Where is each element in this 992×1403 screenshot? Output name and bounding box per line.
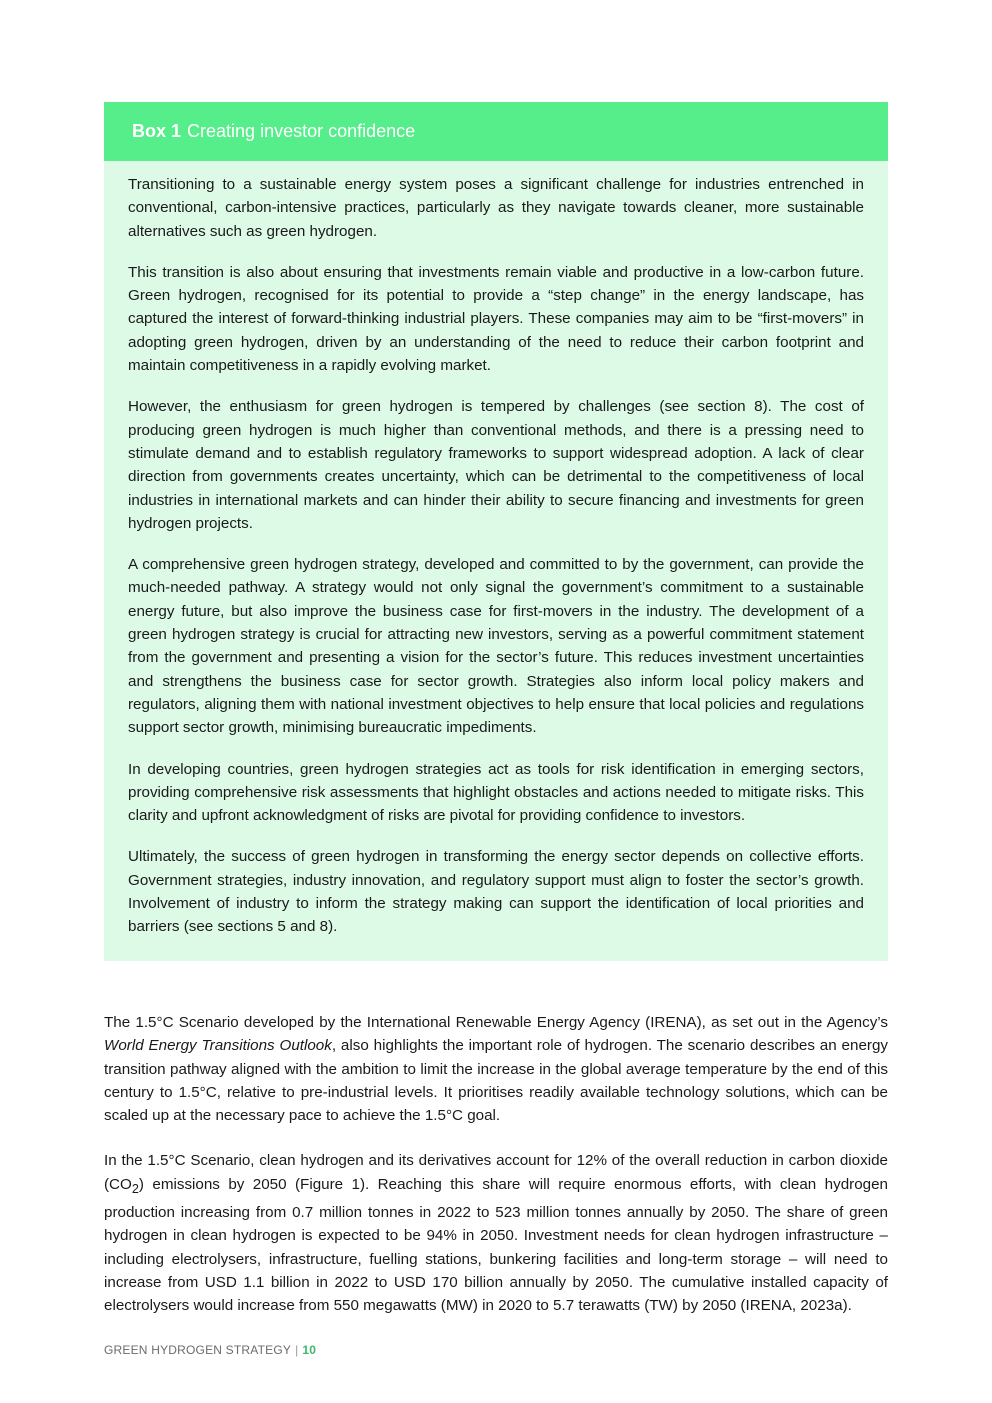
body-text: , also highlights the important role of hydrogen. The scenario describes an energy transition pathway aligned with the ambition to limit the increase in the global average temperature by the end of this century to 1.5°C, relative to pre-industrial levels. It prioritises readily available technology solutions, which can be scaled up at the necessary pace to achieve the 1.5°C goal. (104, 1037, 888, 1125)
body-paragraph (104, 1149, 888, 1317)
box-body (104, 161, 888, 961)
box-paragraph: Ultimately, the success of green hydrogen in transforming the energy sector depends on collective efforts. Government strategies, industry innovation, and regulatory support must align to foster the sector’s growth. Involvement of industry to inform the strategy making can support the identification of local priorities and barriers (see sections 5 and 8). (128, 848, 864, 936)
subscript: 2 (131, 1181, 139, 1196)
box-label: Box 1 (132, 121, 182, 141)
page-number: 10 (302, 1343, 317, 1357)
body-paragraph (104, 1011, 888, 1127)
info-box (104, 102, 888, 961)
box-header (104, 102, 888, 161)
body-text: ) emissions by 2050 (Figure 1). Reaching this share will require enormous efforts, with clean hydrogen production increasing from 0.7 million tonnes in 2022 to 523 million tonnes annually by 2050. The share of green hydrogen in clean hydrogen is expected to be 94% in 2050. Investment needs for clean hydrogen infrastructure – including electrolysers, infrastructure, fuelling stations, bunkering facilities and long-term storage – will need to increase from USD 1.1 billion in 2022 to USD 170 billion annually by 2050. The cumulative installed capacity of electrolysers would increase from 550 megawatts (MW) in 2020 to 5.7 terawatts (TW) by 2050 (IRENA, 2023a). (104, 1175, 888, 1315)
box-paragraph: In developing countries, green hydrogen strategies act as tools for risk identification in emerging sectors, providing comprehensive risk assessments that highlight obstacles and actions needed to mitigate risks. This clarity and upfront acknowledgment of risks are pivotal for providing confidence to investors. (128, 760, 864, 825)
box-paragraph: However, the enthusiasm for green hydrogen is tempered by challenges (see section 8). The cost of producing green hydrogen is much higher than conventional methods, and there is a pressing need to stimulate demand and to establish regulatory frameworks to support widespread adoption. A lack of clear direction from governments creates uncertainty, which can be detrimental to the competitiveness of local industries in international markets and can hinder their ability to secure financing and investments for green hydrogen projects. (128, 398, 864, 532)
body-text: In the 1.5°C Scenario, clean hydrogen and its derivatives account for 12% of the overall reduction in carbon dioxide (CO (104, 1152, 888, 1193)
body-text: The 1.5°C Scenario developed by the International Renewable Energy Agency (IRENA), as set out in the Agency’s (104, 1014, 888, 1031)
main-text (104, 1011, 888, 1340)
footer-title: GREEN HYDROGEN STRATEGY (104, 1343, 292, 1357)
footer-separator: | (295, 1343, 299, 1357)
page-footer (104, 1343, 316, 1357)
box-title: Creating investor confidence (187, 121, 416, 141)
box-paragraph: This transition is also about ensuring that investments remain viable and productive in a low-carbon future. Green hydrogen, recognised for its potential to provide a “step change” in the energy landscape, has captured the interest of forward-thinking industrial players. These companies may aim to be “first-movers” in adopting green hydrogen, driven by an understanding of the need to reduce their carbon footprint and maintain competitiveness in a rapidly evolving market. (128, 263, 864, 375)
report-title: World Energy Transitions Outlook (104, 1037, 332, 1055)
box-paragraph: Transitioning to a sustainable energy system poses a significant challenge for industries entrenched in conventional, carbon-intensive practices, particularly as they navigate towards cleaner, more sustainable alternatives such as green hydrogen. (128, 176, 864, 240)
box-paragraph: A comprehensive green hydrogen strategy, developed and committed to by the government, can provide the much-needed pathway. A strategy would not only signal the government’s commitment to a sustainable energy future, but also improve the business case for first-movers in the industry. The development of a green hydrogen strategy is crucial for attracting new investors, serving as a powerful commitment statement from the government and presenting a vision for the sector’s future. This reduces investment uncertainties and strengthens the business case for sector growth. Strategies also inform local policy makers and regulators, aligning them with national investment objectives to help ensure that local policies and regulations support sector growth, minimising bureaucratic impediments. (128, 556, 864, 737)
